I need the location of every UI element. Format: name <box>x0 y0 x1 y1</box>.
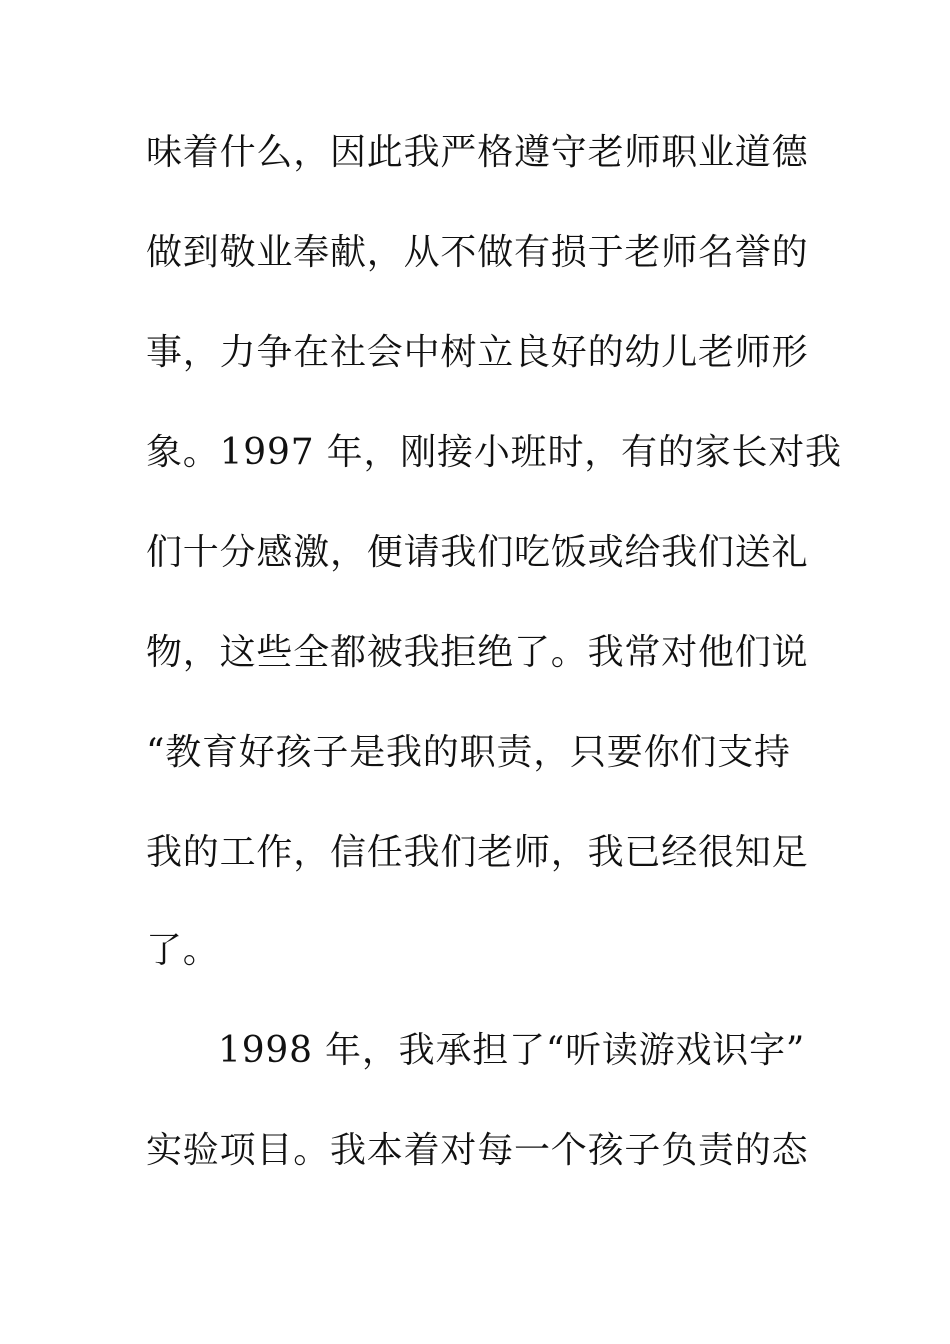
text-line: 做到敬业奉献，从不做有损于老师名誉的 <box>146 232 809 273</box>
text-line: 了。 <box>146 930 220 971</box>
text-line: 象。1997 年，刚接小班时，有的家长对我 <box>146 432 842 473</box>
text-line: 们十分感激，便请我们吃饭或给我们送礼 <box>146 532 809 573</box>
paragraph-first-line: 1998 年，我承担了“听读游戏识字” <box>218 1030 806 1071</box>
text-line: 味着什么，因此我严格遵守老师职业道德 <box>146 132 809 173</box>
text-line: 事，力争在社会中树立良好的幼儿老师形 <box>146 332 809 373</box>
text-line: 物，这些全都被我拒绝了。我常对他们说 <box>146 632 809 673</box>
text-line: “教育好孩子是我的职责，只要你们支持 <box>146 732 791 773</box>
text-line: 我的工作，信任我们老师，我已经很知足 <box>146 832 809 873</box>
text-line: 实验项目。我本着对每一个孩子负责的态 <box>146 1130 809 1171</box>
